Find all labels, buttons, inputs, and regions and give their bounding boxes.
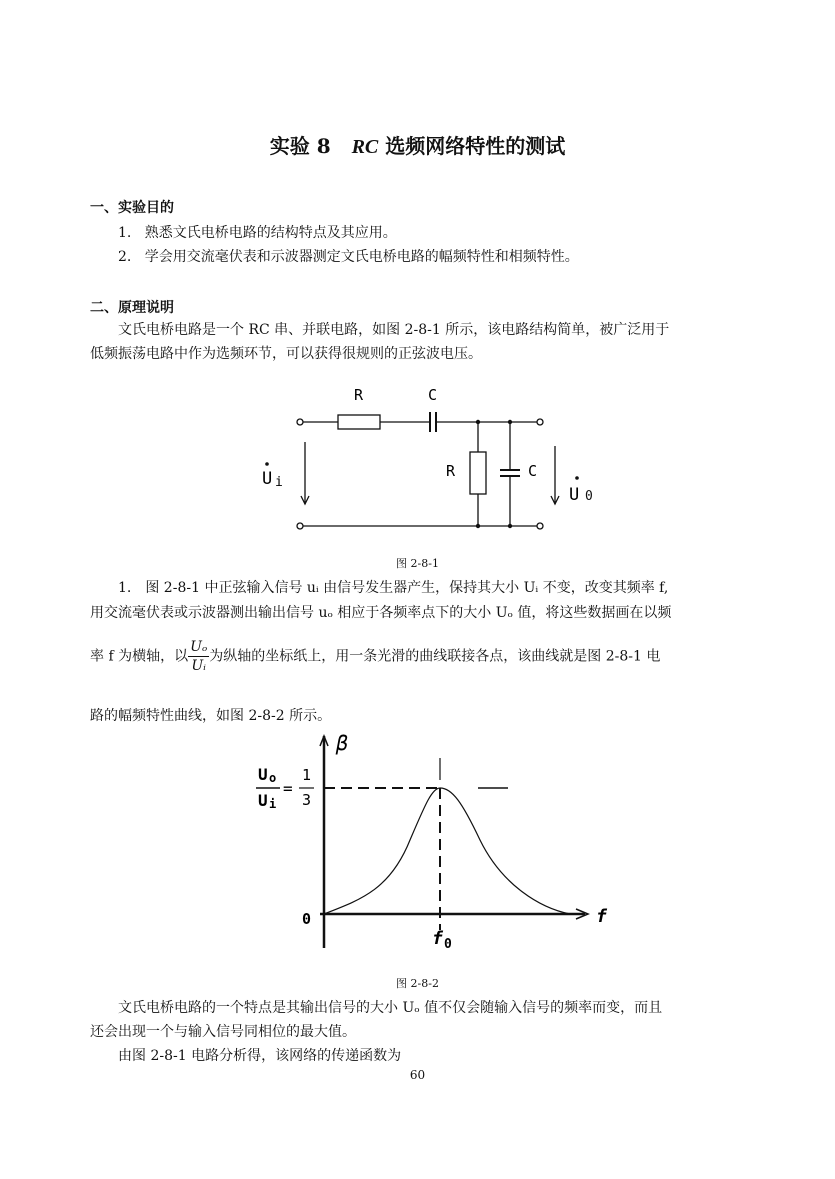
label-c-top: C: [428, 386, 438, 404]
origin-label: 0: [302, 910, 312, 928]
peak-x-sub: 0: [444, 937, 452, 952]
ratio-num-sub: o: [269, 771, 277, 785]
list-item: 2. 学会用交流毫伏表和示波器测定文氏电桥电路的幅频特性和相频特性。: [118, 249, 579, 265]
paragraph-line: 文氏电桥电路是一个 RC 串、并联电路，如图 2-8-1 所示，该电路结构简单，被广泛用于: [118, 322, 670, 338]
figure-caption: 图 2-8-2: [396, 977, 439, 990]
x-axis-label: f: [596, 906, 607, 927]
figure-caption: 图 2-8-1: [396, 557, 439, 570]
y-axis-label: β: [336, 731, 349, 755]
page-title: 实验 8 RC 选频网络特性的测试: [269, 134, 566, 158]
value-num: 1: [302, 766, 312, 784]
section-heading-purpose: 一、实验目的: [90, 200, 174, 216]
resistor-parallel: [470, 452, 486, 494]
paragraph-line: 路的幅频特性曲线，如图 2-8-2 所示。: [90, 708, 332, 724]
list-item: 1. 熟悉文氏电桥电路的结构特点及其应用。: [118, 225, 397, 241]
ratio-den-sub: i: [269, 797, 277, 811]
resistor-series: [338, 415, 380, 429]
paragraph-line: 由图 2-8-1 电路分析得，该网络的传递函数为: [118, 1048, 402, 1064]
label-ui: U: [262, 469, 273, 489]
response-curve: [324, 788, 570, 914]
section-heading-principle: 二、原理说明: [90, 300, 174, 316]
paragraph-line: 文氏电桥电路的一个特点是其输出信号的大小 Uₒ 值不仅会随输入信号的频率而变，而且: [118, 1000, 663, 1016]
circuit-diagram: [250, 380, 580, 540]
label-r-top: R: [354, 386, 364, 404]
paragraph-line: 低频振荡电路中作为选频环节，可以获得很规则的正弦波电压。: [90, 346, 482, 362]
label-c-mid: C: [528, 462, 538, 480]
page-number: 60: [409, 1068, 426, 1082]
ratio-den: U: [258, 791, 268, 810]
paragraph-line: 还会出现一个与输入信号同相位的最大值。: [90, 1024, 356, 1040]
paragraph-line: 率 f 为横轴，以 $\frac{\text{Uₒ}}{\text{Uᵢ}}$ 为纵轴的坐标纸上，用一条光滑的曲线联接各点，该曲线就是图 2-8-1 电: [90, 639, 661, 674]
frequency-response-plot: [240, 730, 630, 960]
label-r-mid: R: [446, 462, 456, 480]
label-ui-sub: i: [275, 475, 283, 490]
paragraph-line: 1. 图 2-8-1 中正弦输入信号 uᵢ 由信号发生器产生，保持其大小 Uᵢ 不变，改变其频率 f,: [118, 580, 669, 596]
equals-sign: =: [283, 779, 293, 798]
ratio-num: U: [258, 765, 268, 784]
value-den: 3: [302, 791, 312, 809]
paragraph-line: 用交流毫伏表或示波器测出输出信号 uₒ 相应于各频率点下的大小 Uₒ 值，将这些数据画在以频: [90, 605, 672, 621]
ratio-fraction: $\frac{\text{Uₒ}}{\text{Uᵢ}}$: [190, 639, 208, 674]
peak-x-label: f: [432, 928, 443, 949]
label-uo-sub: 0: [585, 489, 593, 504]
label-uo: U: [569, 485, 580, 505]
